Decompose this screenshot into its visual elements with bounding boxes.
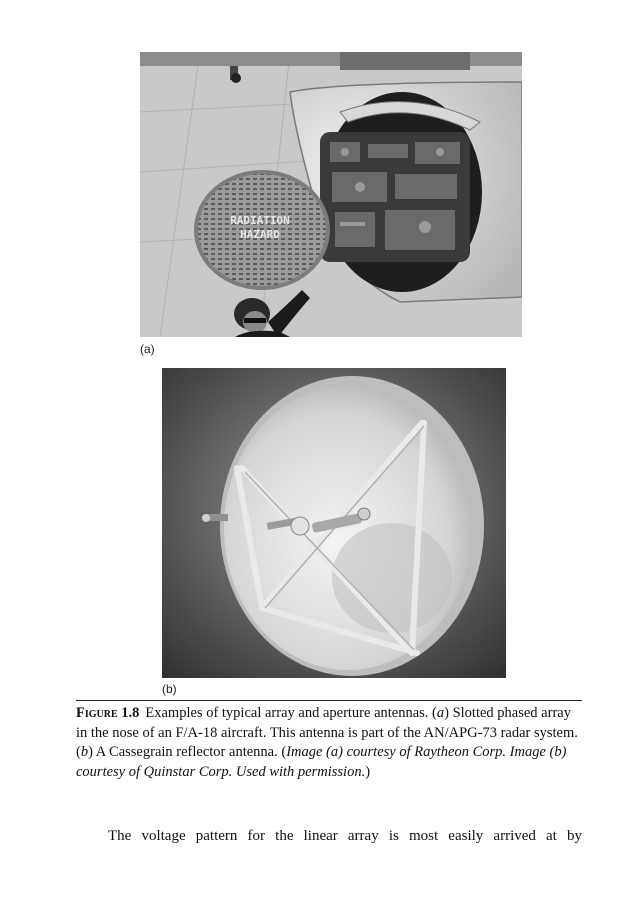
caption-text-4: ) [365,763,371,780]
figure-number: Figure 1.8 [76,705,140,721]
caption-credit: Image (a) courtesy of Raytheon Corp. Image (b) courtesy of Quinstar Corp. Used with permission. [76,744,567,780]
caption-text-3: ) A Cassegrain reflector antenna. ( [88,744,287,760]
figure-photo-b [162,368,506,678]
panel-b-label: (b) [162,682,177,696]
figure-caption [76,704,582,782]
panel-a-label: (a) [140,342,155,356]
sign-line-2: HAZARD [240,228,280,241]
figure-photo-a [140,52,522,337]
caption-rule [76,700,582,701]
body-paragraph: The voltage pattern for the linear array is most easily arrived at by [108,828,582,844]
caption-text-1: Examples of typical array and aperture antennas. ( [145,705,437,721]
caption-ref-b: b [80,744,89,760]
caption-ref-a: a [436,705,445,721]
caption-text-2: ) Slotted phased array in the nose of an F/A-18 aircraft. This antenna is part of the AN/APG-73 radar system. ( [76,705,578,760]
sign-line-1: RADIATION [230,214,290,227]
